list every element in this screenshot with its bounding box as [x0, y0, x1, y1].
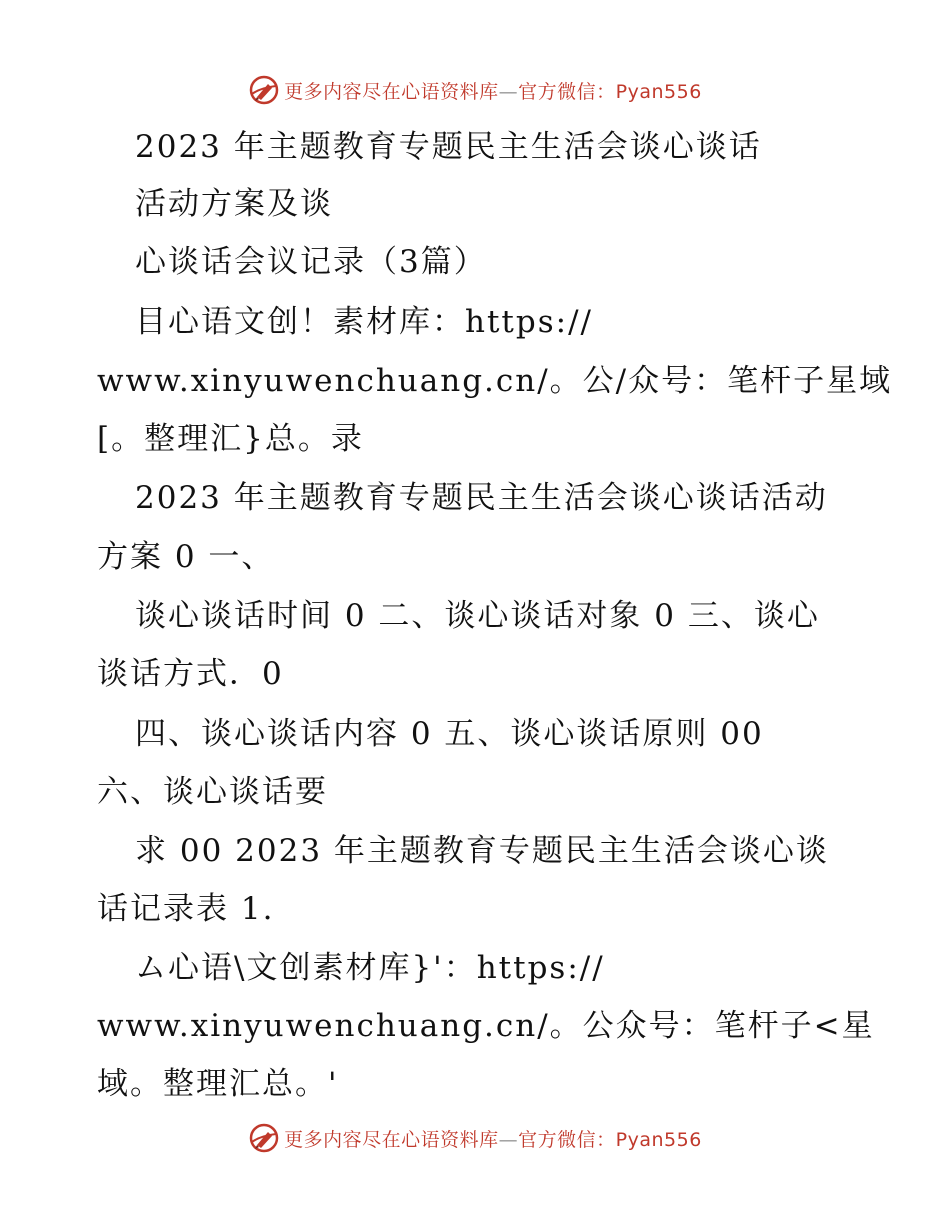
watermark-contact: 官方微信：Pyan556: [518, 1128, 702, 1151]
doc-line-11: 四、谈心谈话内容 0 五、谈心谈话原则 00: [135, 716, 764, 752]
watermark-contact: 官方微信：Pyan556: [518, 80, 702, 103]
doc-line-17: 域。整理汇总。': [97, 1066, 339, 1102]
doc-line-3: 心谈话会议记录（3篇）: [135, 244, 487, 280]
pen-nib-logo-icon: [248, 74, 280, 106]
doc-line-7: 2023 年主题教育专题民主生活会谈心谈话活动: [135, 480, 828, 516]
doc-line-16: www.xinyuwenchuang.cn/。公众号：笔杆子<星: [97, 1008, 875, 1044]
watermark-main-text: 更多内容尽在心语资料库: [284, 1128, 499, 1151]
doc-line-5: www.xinyuwenchuang.cn/。公/众号：笔杆子星域: [97, 363, 893, 399]
footer-watermark: [0, 1118, 950, 1158]
pen-nib-logo-icon: [248, 1122, 280, 1154]
doc-line-8: 方案 0 一、: [97, 539, 275, 575]
watermark-text: [284, 77, 702, 104]
watermark-separator: —: [498, 1128, 519, 1151]
watermark-main-text: 更多内容尽在心语资料库: [284, 80, 499, 103]
doc-line-15: ム心语\文创素材库}'：https://: [135, 950, 605, 986]
watermark-text: [284, 1125, 702, 1152]
doc-line-13: 求 00 2023 年主题教育专题民主生活会谈心谈: [135, 833, 829, 869]
doc-line-14: 话记录表 1.: [97, 891, 275, 927]
doc-line-9: 谈心谈话时间 0 二、谈心谈话对象 0 三、谈心: [135, 598, 820, 634]
doc-line-6: [。整理汇}总。录: [97, 421, 364, 457]
watermark-separator: —: [498, 80, 519, 103]
doc-line-1: 2023 年主题教育专题民主生活会谈心谈话: [135, 129, 762, 165]
header-watermark: [0, 70, 950, 110]
doc-line-10: 谈话方式．0: [97, 656, 284, 692]
doc-line-4: 目心语文创！素材库：https://: [135, 304, 593, 340]
doc-line-12: 六、谈心谈话要: [97, 774, 328, 810]
doc-line-2: 活动方案及谈: [135, 186, 333, 222]
